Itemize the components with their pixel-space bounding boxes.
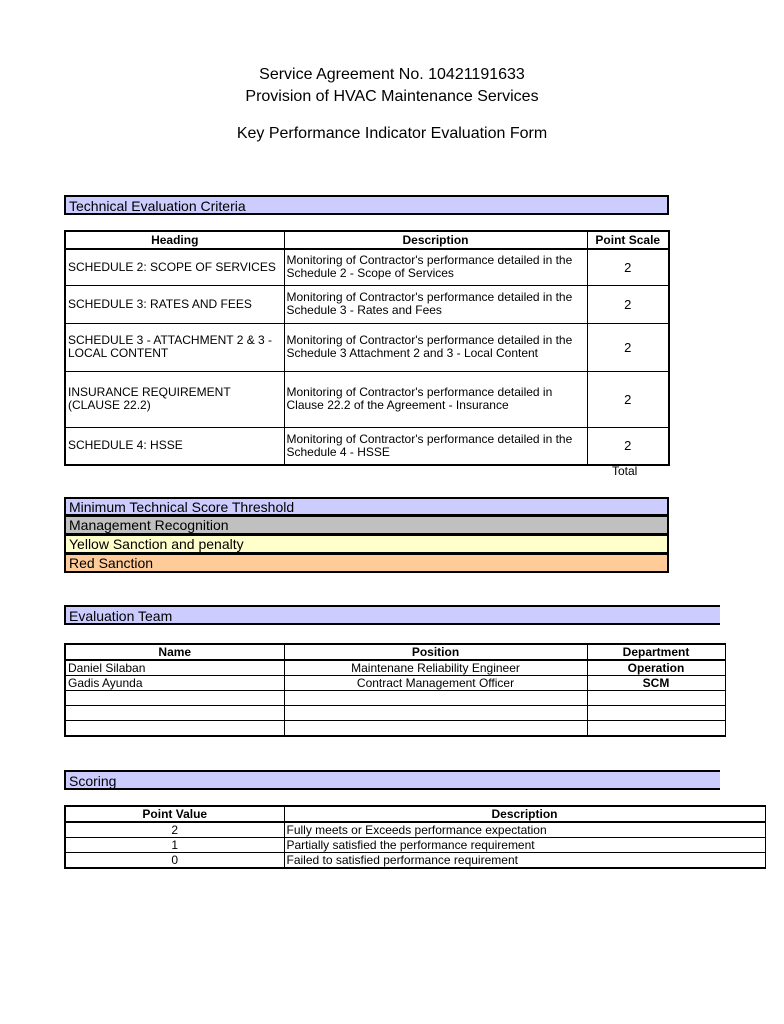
table-row — [65, 822, 765, 838]
col-heading: Heading — [65, 231, 284, 249]
evaluation-team-band: Evaluation Team — [64, 605, 720, 625]
criteria-description: Monitoring of Contractor's performance detailed in the Schedule 4 - HSSE — [284, 427, 587, 465]
criteria-points: 2 — [587, 427, 669, 465]
col-position: Position — [284, 644, 587, 660]
member-position — [284, 691, 587, 706]
total-label: Total — [612, 464, 638, 478]
criteria-description: Monitoring of Contractor's performance detailed in Clause 22.2 of the Agreement - Insurance — [284, 371, 587, 427]
table-row — [65, 676, 725, 691]
member-name — [65, 706, 284, 721]
table-row — [65, 323, 669, 371]
criteria-description: Monitoring of Contractor's performance detailed in the Schedule 3 - Rates and Fees — [284, 285, 587, 323]
table-row — [65, 853, 765, 869]
member-department: SCM — [587, 676, 725, 691]
criteria-points: 2 — [587, 285, 669, 323]
score-description: Partially satisfied the performance requirement — [284, 838, 765, 853]
threshold-legend — [64, 497, 669, 573]
score-value: 1 — [65, 838, 284, 853]
criteria-heading: SCHEDULE 4: HSSE — [65, 427, 284, 465]
criteria-heading: INSURANCE REQUIREMENT (CLAUSE 22.2) — [65, 371, 284, 427]
member-position — [284, 706, 587, 721]
table-row — [65, 249, 669, 285]
table-row — [65, 691, 725, 706]
criteria-description: Monitoring of Contractor's performance detailed in the Schedule 2 - Scope of Services — [284, 249, 587, 285]
member-department: Operation — [587, 660, 725, 676]
col-point-value: Point Value — [65, 806, 284, 822]
member-name: Daniel Silaban — [65, 660, 284, 676]
threshold-management-recognition: Management Recognition — [64, 516, 669, 535]
table-row — [65, 706, 725, 721]
score-value: 2 — [65, 822, 284, 838]
score-value: 0 — [65, 853, 284, 869]
member-position: Contract Management Officer — [284, 676, 587, 691]
table-row — [65, 427, 669, 465]
col-name: Name — [65, 644, 284, 660]
service-title: Provision of HVAC Maintenance Services — [245, 88, 539, 105]
col-description: Description — [284, 231, 587, 249]
criteria-points: 2 — [587, 371, 669, 427]
criteria-heading: SCHEDULE 3 - ATTACHMENT 2 & 3 - LOCAL CONTENT — [65, 323, 284, 371]
member-department — [587, 691, 725, 706]
score-description: Fully meets or Exceeds performance expectation — [284, 822, 765, 838]
table-row — [65, 838, 765, 853]
threshold-red-sanction: Red Sanction — [64, 554, 669, 573]
threshold-yellow-sanction: Yellow Sanction and penalty — [64, 535, 669, 554]
threshold-minimum: Minimum Technical Score Threshold — [64, 497, 669, 516]
criteria-heading: SCHEDULE 3: RATES AND FEES — [65, 285, 284, 323]
member-position — [284, 721, 587, 737]
member-position: Maintenane Reliability Engineer — [284, 660, 587, 676]
table-row — [65, 721, 725, 737]
form-title: Key Performance Indicator Evaluation Form — [236, 125, 548, 142]
agreement-title: Service Agreement No. 10421191633 — [259, 66, 525, 83]
member-department — [587, 721, 725, 737]
col-score-description: Description — [284, 806, 765, 822]
col-point-scale: Point Scale — [587, 231, 669, 249]
evaluation-team-table — [64, 643, 690, 737]
technical-criteria-band: Technical Evaluation Criteria — [64, 195, 669, 215]
score-description: Failed to satisfied performance requirement — [284, 853, 765, 869]
criteria-points: 2 — [587, 323, 669, 371]
table-row — [65, 371, 669, 427]
member-name — [65, 691, 284, 706]
criteria-points: 2 — [587, 249, 669, 285]
member-name — [65, 721, 284, 737]
table-row — [65, 285, 669, 323]
member-department — [587, 706, 725, 721]
scoring-table — [64, 805, 668, 869]
criteria-description: Monitoring of Contractor's performance detailed in the Schedule 3 Attachment 2 and 3 - Local Content — [284, 323, 587, 371]
col-department: Department — [587, 644, 725, 660]
scoring-band: Scoring — [64, 770, 720, 790]
member-name: Gadis Ayunda — [65, 676, 284, 691]
criteria-heading: SCHEDULE 2: SCOPE OF SERVICES — [65, 249, 284, 285]
table-row — [65, 660, 725, 676]
technical-criteria-table — [64, 230, 668, 466]
